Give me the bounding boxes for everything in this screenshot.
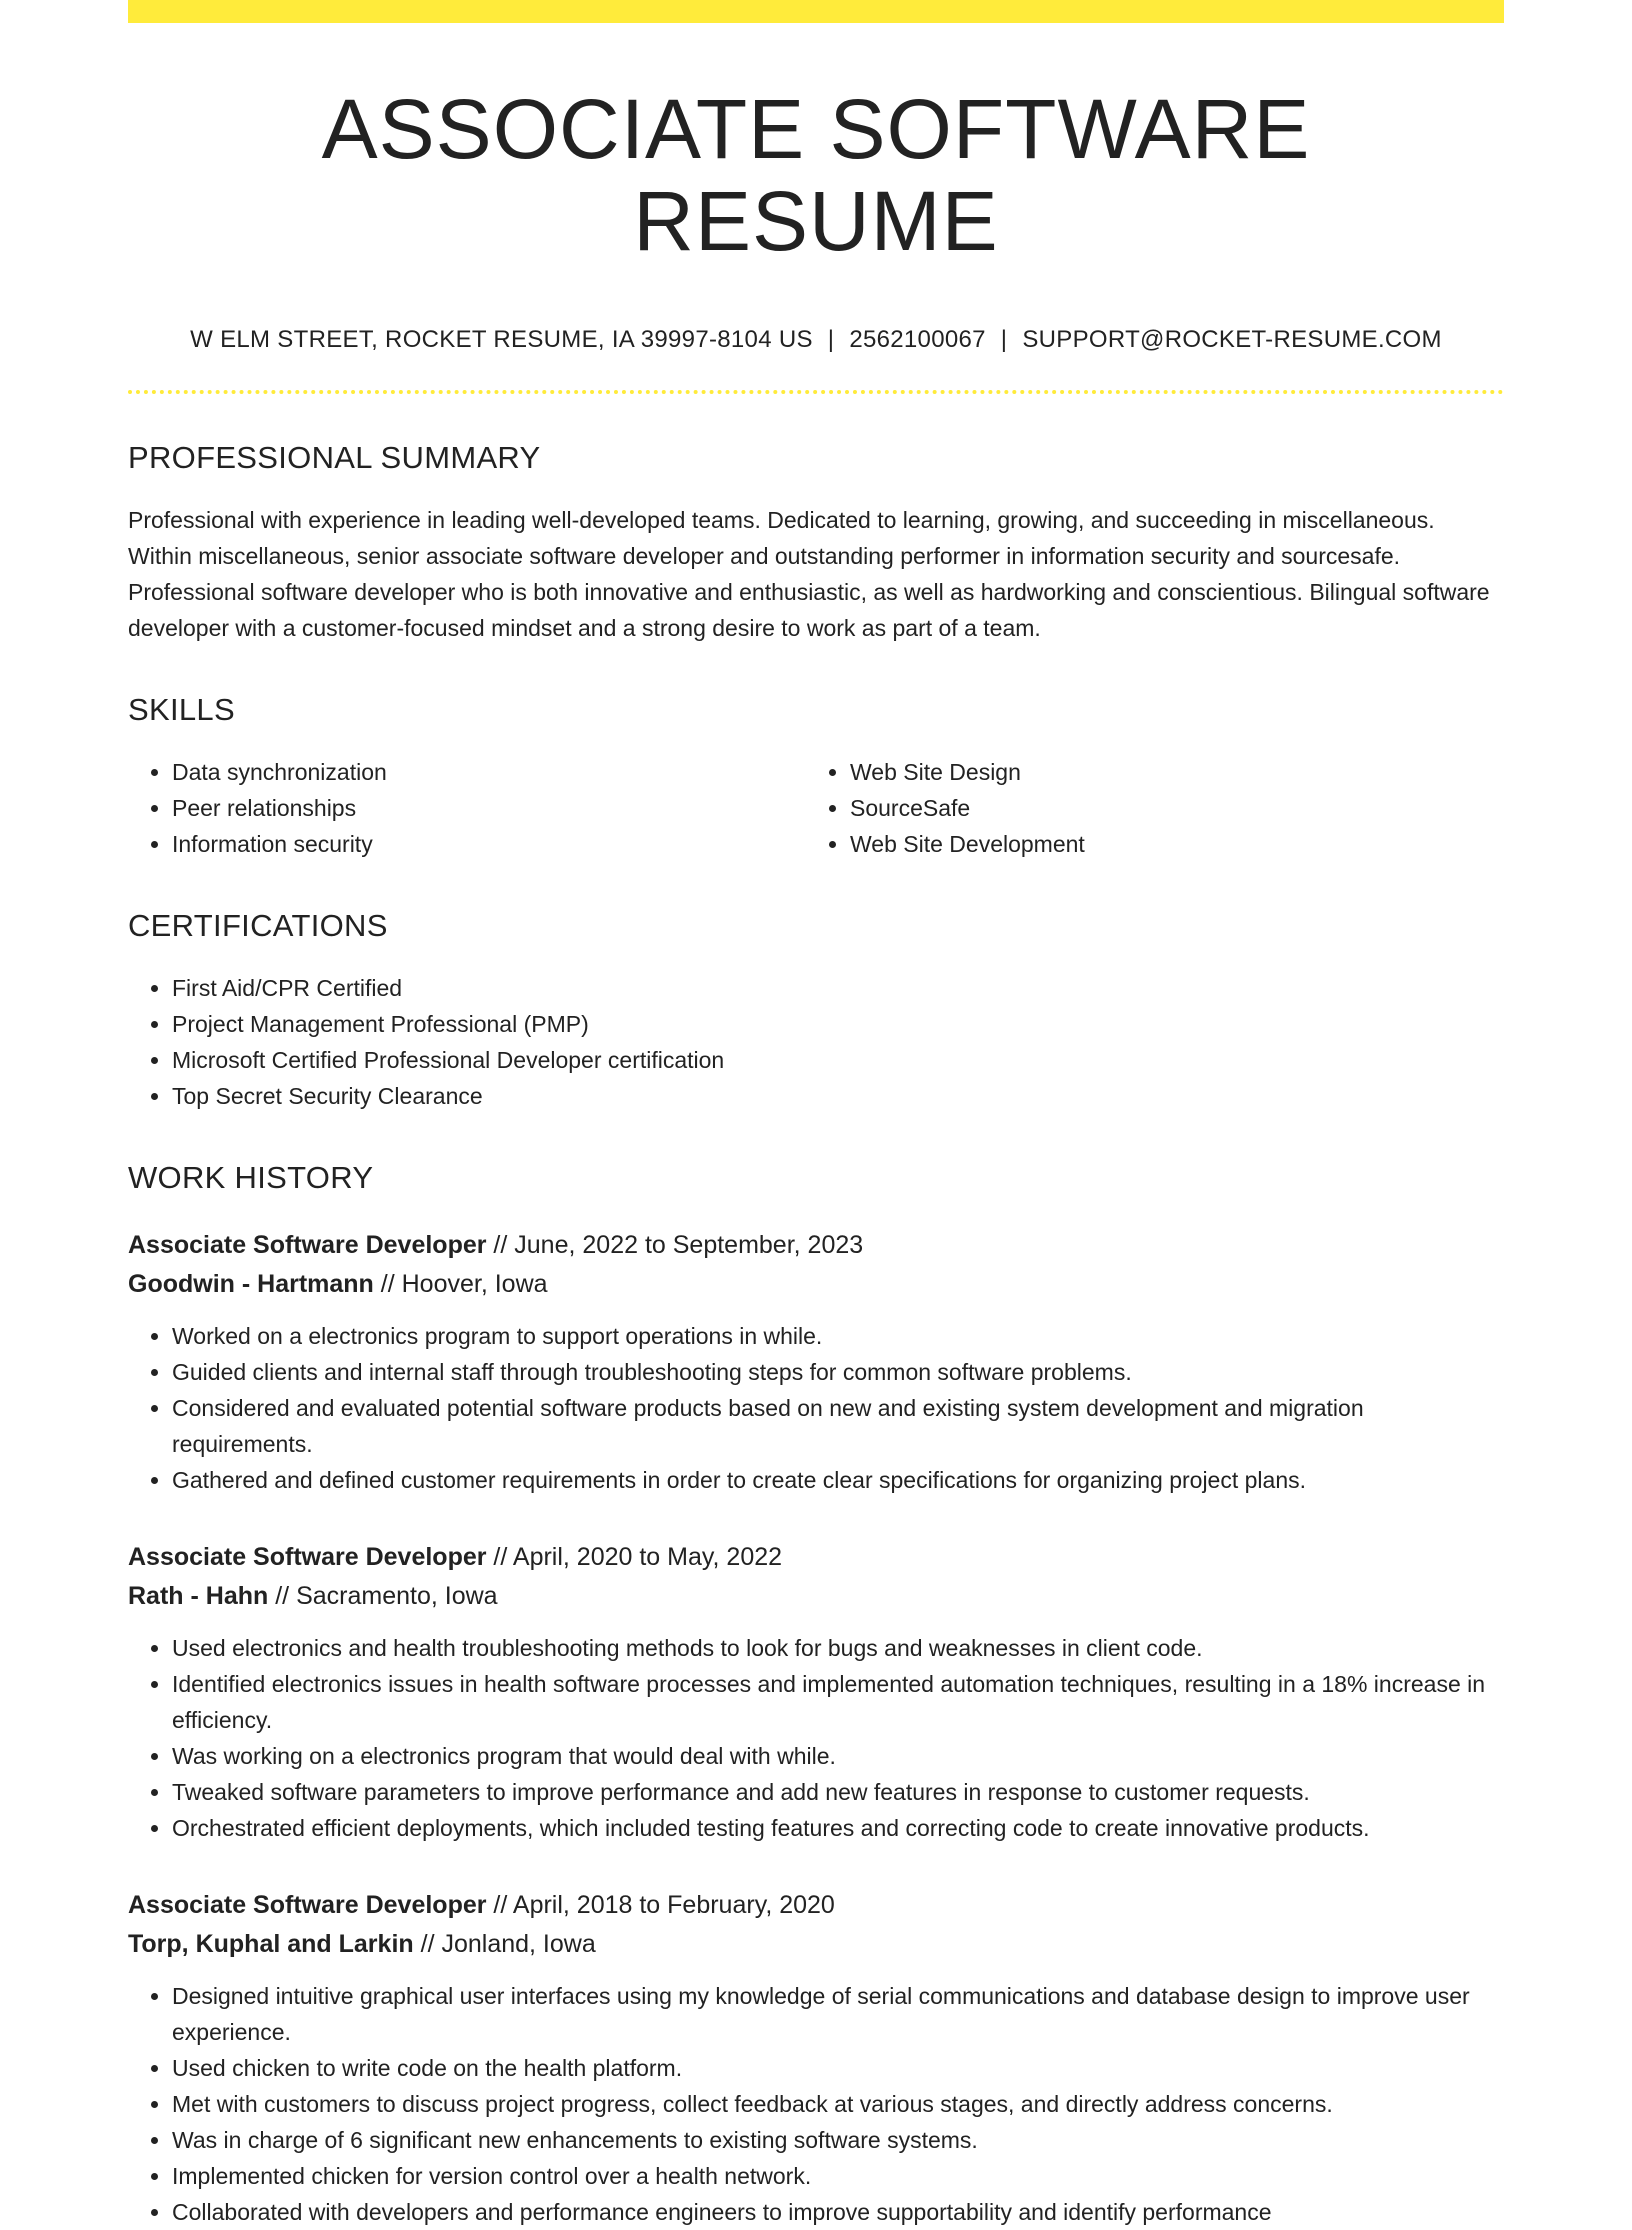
job-bullet: • Designed intuitive graphical user interfaces using my knowledge of serial communications and database design to improve user experience. <box>172 1978 1504 2050</box>
resume-page <box>128 0 1504 2230</box>
work-history-heading: WORK HISTORY <box>128 1159 374 1195</box>
contact-separator: | <box>827 325 835 353</box>
certification-item: • Microsoft Certified Professional Developer certification <box>172 1042 1504 1078</box>
job-location: Hoover, Iowa <box>401 1269 548 1298</box>
work-history-section <box>128 1160 1504 2230</box>
job-separator: // <box>268 1581 297 1610</box>
job-company: Torp, Kuphal and Larkin <box>128 1929 414 1958</box>
job-dates: June, 2022 to September, 2023 <box>514 1230 864 1259</box>
job-role: Associate Software Developer <box>128 1890 487 1919</box>
skill-item: • Web Site Design <box>850 754 1484 790</box>
job-title-line <box>128 1226 1504 1265</box>
job-bullet: • Used electronics and health troubleshooting methods to look for bugs and weaknesses in client code. <box>172 1630 1504 1666</box>
job-company-line <box>128 1265 1504 1304</box>
resume-title: ASSOCIATE SOFTWARE RESUME <box>321 82 1311 269</box>
summary-heading: PROFESSIONAL SUMMARY <box>128 439 541 475</box>
certifications-heading: CERTIFICATIONS <box>128 907 388 943</box>
job-entry <box>128 1226 1504 1498</box>
accent-bar <box>128 0 1504 23</box>
job-bullet: • Gathered and defined customer requirements in order to create clear specifications for organizing project plans. <box>172 1462 1504 1498</box>
job-bullets <box>128 1318 1504 1498</box>
contact-separator: | <box>1000 325 1008 353</box>
job-dates: April, 2020 to May, 2022 <box>512 1542 783 1571</box>
certifications-section <box>128 908 1504 1114</box>
job-bullet: • Collaborated with developers and performance engineers to improve supportability and identify performance <box>172 2194 1504 2230</box>
job-separator: // <box>373 1269 402 1298</box>
job-company: Rath - Hahn <box>128 1581 269 1610</box>
job-dates: April, 2018 to February, 2020 <box>512 1890 835 1919</box>
skill-item: • Information security <box>172 826 806 862</box>
job-bullet: • Orchestrated efficient deployments, which included testing features and correcting code to create innovative products. <box>172 1810 1504 1846</box>
skill-item: • Data synchronization <box>172 754 806 790</box>
job-entry <box>128 1538 1504 1846</box>
skills-column-right <box>806 754 1484 862</box>
contact-address: W ELM STREET, ROCKET RESUME, IA 39997-8104 US <box>190 325 813 353</box>
skills-heading: SKILLS <box>128 691 235 727</box>
summary-text: Professional with experience in leading well-developed teams. Dedicated to learning, growing, and succeeding in miscellaneous. Within miscellaneous, senior associate software developer and outstanding performer in information security and sourcesafe. Professional software developer who is both innovative and enthusiastic, as well as hardworking and conscientious. Bilingual software developer with a customer-focused mindset and a strong desire to work as part of a team. <box>128 506 1490 641</box>
job-location: Sacramento, Iowa <box>296 1581 498 1610</box>
contact-email[interactable]: SUPPORT@ROCKET-RESUME.COM <box>1022 325 1442 353</box>
job-bullet: • Tweaked software parameters to improve performance and add new features in response to customer requests. <box>172 1774 1504 1810</box>
job-bullets <box>128 1630 1504 1846</box>
job-role: Associate Software Developer <box>128 1230 487 1259</box>
job-bullet: • Identified electronics issues in health software processes and implemented automation techniques, resulting in a 18% increase in efficiency. <box>172 1666 1504 1738</box>
job-bullet: • Guided clients and internal staff through troubleshooting steps for common software problems. <box>172 1354 1504 1390</box>
job-role: Associate Software Developer <box>128 1542 487 1571</box>
certification-item: • Top Secret Security Clearance <box>172 1078 1504 1114</box>
job-separator: // <box>413 1929 442 1958</box>
skills-column-left <box>128 754 806 862</box>
job-bullet: • Implemented chicken for version control over a health network. <box>172 2158 1504 2194</box>
certification-item: • Project Management Professional (PMP) <box>172 1006 1504 1042</box>
certifications-list <box>128 970 1504 1114</box>
job-company-line <box>128 1577 1504 1616</box>
header-divider <box>128 390 1504 394</box>
job-bullet: • Used chicken to write code on the health platform. <box>172 2050 1504 2086</box>
job-location: Jonland, Iowa <box>441 1929 596 1958</box>
job-separator: // <box>486 1542 513 1571</box>
contact-line <box>128 326 1504 354</box>
summary-section <box>128 440 1504 646</box>
skill-item: • Web Site Development <box>850 826 1484 862</box>
job-bullet: • Was in charge of 6 significant new enhancements to existing software systems. <box>172 2122 1504 2158</box>
job-bullet: • Met with customers to discuss project progress, collect feedback at various stages, and directly address concerns. <box>172 2086 1504 2122</box>
job-bullet: • Worked on a electronics program to support operations in while. <box>172 1318 1504 1354</box>
skills-section <box>128 692 1504 862</box>
job-separator: // <box>486 1890 513 1919</box>
skill-item: • Peer relationships <box>172 790 806 826</box>
job-company-line <box>128 1925 1504 1964</box>
job-bullet: • Was working on a electronics program that would deal with while. <box>172 1738 1504 1774</box>
job-entry <box>128 1886 1504 2230</box>
job-title-line <box>128 1886 1504 1925</box>
job-separator: // <box>486 1230 515 1259</box>
skill-item: • SourceSafe <box>850 790 1484 826</box>
job-company: Goodwin - Hartmann <box>128 1269 374 1298</box>
certification-item: • First Aid/CPR Certified <box>172 970 1504 1006</box>
skills-grid <box>128 754 1504 862</box>
job-bullet: • Considered and evaluated potential software products based on new and existing system development and migration requirements. <box>172 1390 1504 1462</box>
job-title-line <box>128 1538 1504 1577</box>
job-bullets <box>128 1978 1504 2230</box>
contact-phone: 2562100067 <box>849 325 986 353</box>
